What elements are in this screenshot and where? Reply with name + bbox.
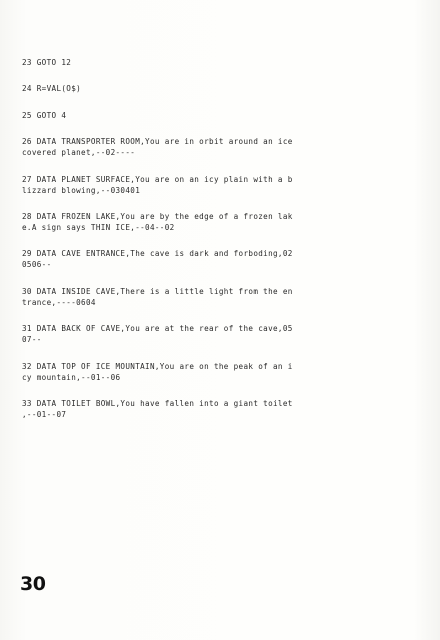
code-line: 30 DATA INSIDE CAVE,There is a little light from the en trance,----0604 (22, 286, 293, 307)
code-line: 24 R=VAL(O$) (22, 84, 82, 94)
code-line: 29 DATA CAVE ENTRANCE,The cave is dark and forboding,02 0506-- (22, 249, 293, 270)
page-number: 30 (20, 573, 46, 595)
code-line: 31 DATA BACK OF CAVE,You are at the rear of the cave,05 07-- (22, 324, 293, 345)
code-line: 28 DATA FROZEN LAKE,You are by the edge of a frozen lak e.A sign says THIN ICE,--04--02 (22, 211, 293, 232)
code-line: 27 DATA PLANET SURFACE,You are on an icy plain with a b lizzard blowing,--030401 (22, 174, 293, 195)
code-line: 25 GOTO 4 (22, 110, 67, 120)
basic-program-listing (22, 57, 362, 435)
code-line: 26 DATA TRANSPORTER ROOM,You are in orbit around an ice covered planet,--02---- (22, 137, 293, 158)
code-line: 32 DATA TOP OF ICE MOUNTAIN,You are on the peak of an i cy mountain,--01--06 (22, 361, 293, 382)
code-line: 33 DATA TOILET BOWL,You have fallen into a giant toilet ,--01--07 (22, 398, 293, 419)
code-line: 23 GOTO 12 (22, 58, 72, 67)
